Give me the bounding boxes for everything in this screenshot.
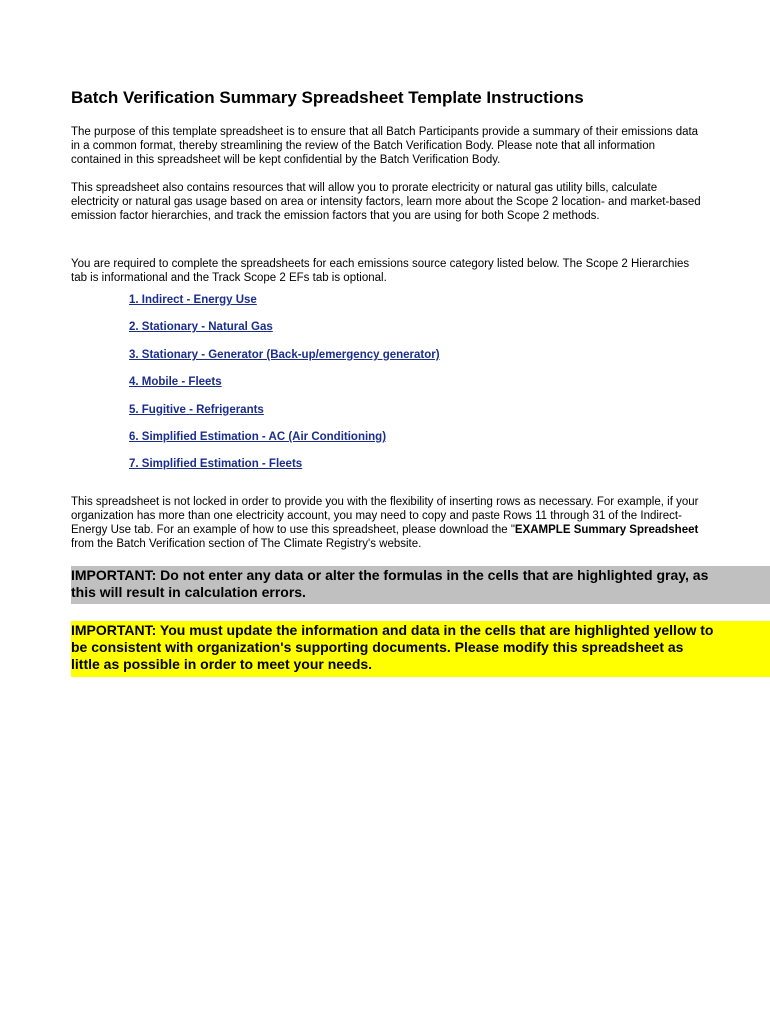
notice-line: IMPORTANT: You must update the information and data in the cells that are highlighted yellow to [71, 621, 714, 638]
important-gray-notice [71, 566, 770, 604]
link-indirect-energy-use[interactable]: 1. Indirect - Energy Use [129, 294, 257, 306]
notice-line: this will result in calculation errors. [71, 583, 306, 600]
tab-links-list [129, 293, 770, 485]
important-yellow-notice [71, 621, 770, 677]
intro-paragraph [71, 125, 770, 167]
link-mobile-fleets[interactable]: 4. Mobile - Fleets [129, 376, 222, 389]
resources-line: emission factor hierarchies, and track the emission factors that you are using for both Scope 2 methods. [71, 210, 600, 222]
link-simplified-estimation-ac[interactable]: 6. Simplified Estimation - AC (Air Conditioning) [129, 430, 387, 443]
list-item [129, 293, 770, 320]
resources-paragraph [71, 181, 770, 223]
flexibility-line: organization has more than one electricity account, you may need to copy and paste Rows 11 through 31 of the Indirect- [71, 509, 682, 522]
list-item [129, 403, 770, 430]
intro-line: contained in this spreadsheet will be kept confidential by the Batch Verification Body. [71, 154, 501, 166]
list-item [129, 320, 770, 347]
resources-line: This spreadsheet also contains resources that will allow you to prorate electricity or natural gas utility bills, calculate [71, 182, 658, 194]
intro-line: in a common format, thereby streamlining the review of the Batch Verification Body. Please note that all information [71, 140, 656, 152]
required-paragraph [71, 257, 770, 285]
flexibility-paragraph [71, 495, 770, 551]
intro-line: The purpose of this template spreadsheet is to ensure that all Batch Participants provide a summary of their emissions data [71, 126, 699, 138]
link-stationary-natural-gas[interactable]: 2. Stationary - Natural Gas [129, 321, 273, 334]
flexibility-line: This spreadsheet is not locked in order to provide you with the flexibility of inserting rows as necessary. For example, if your [71, 495, 699, 508]
link-fugitive-refrigerants[interactable]: 5. Fugitive - Refrigerants [129, 403, 264, 416]
list-item [129, 457, 770, 484]
resources-line: electricity or natural gas usage based on area or intensity factors, learn more about the Scope 2 location- and market-based [71, 196, 701, 208]
example-spreadsheet-name: EXAMPLE Summary Spreadsheet [514, 523, 699, 536]
flexibility-line [71, 523, 770, 537]
notice-line: be consistent with organization's supporting documents. Please modify this spreadsheet as [71, 638, 684, 655]
list-item [129, 348, 770, 375]
list-item [129, 375, 770, 402]
notice-line: IMPORTANT: Do not enter any data or alter the formulas in the cells that are highlighted gray, as [71, 566, 709, 583]
required-line: You are required to complete the spreadsheets for each emissions source category listed below. The Scope 2 Hierarchies [71, 258, 690, 270]
list-item [129, 430, 770, 457]
notice-line: little as possible in order to meet your needs. [71, 655, 373, 672]
flexibility-text: Energy Use tab. For an example of how to use this spreadsheet, please download the " [71, 523, 515, 536]
link-stationary-generator[interactable]: 3. Stationary - Generator (Back-up/emergency generator) [129, 348, 440, 361]
instructions-sheet [71, 88, 770, 677]
page-title: Batch Verification Summary Spreadsheet Template Instructions [71, 88, 584, 107]
link-simplified-estimation-fleets[interactable]: 7. Simplified Estimation - Fleets [129, 458, 303, 471]
flexibility-line: from the Batch Verification section of The Climate Registry's website. [71, 537, 422, 550]
required-line: tab is informational and the Track Scope 2 EFs tab is optional. [71, 272, 387, 284]
